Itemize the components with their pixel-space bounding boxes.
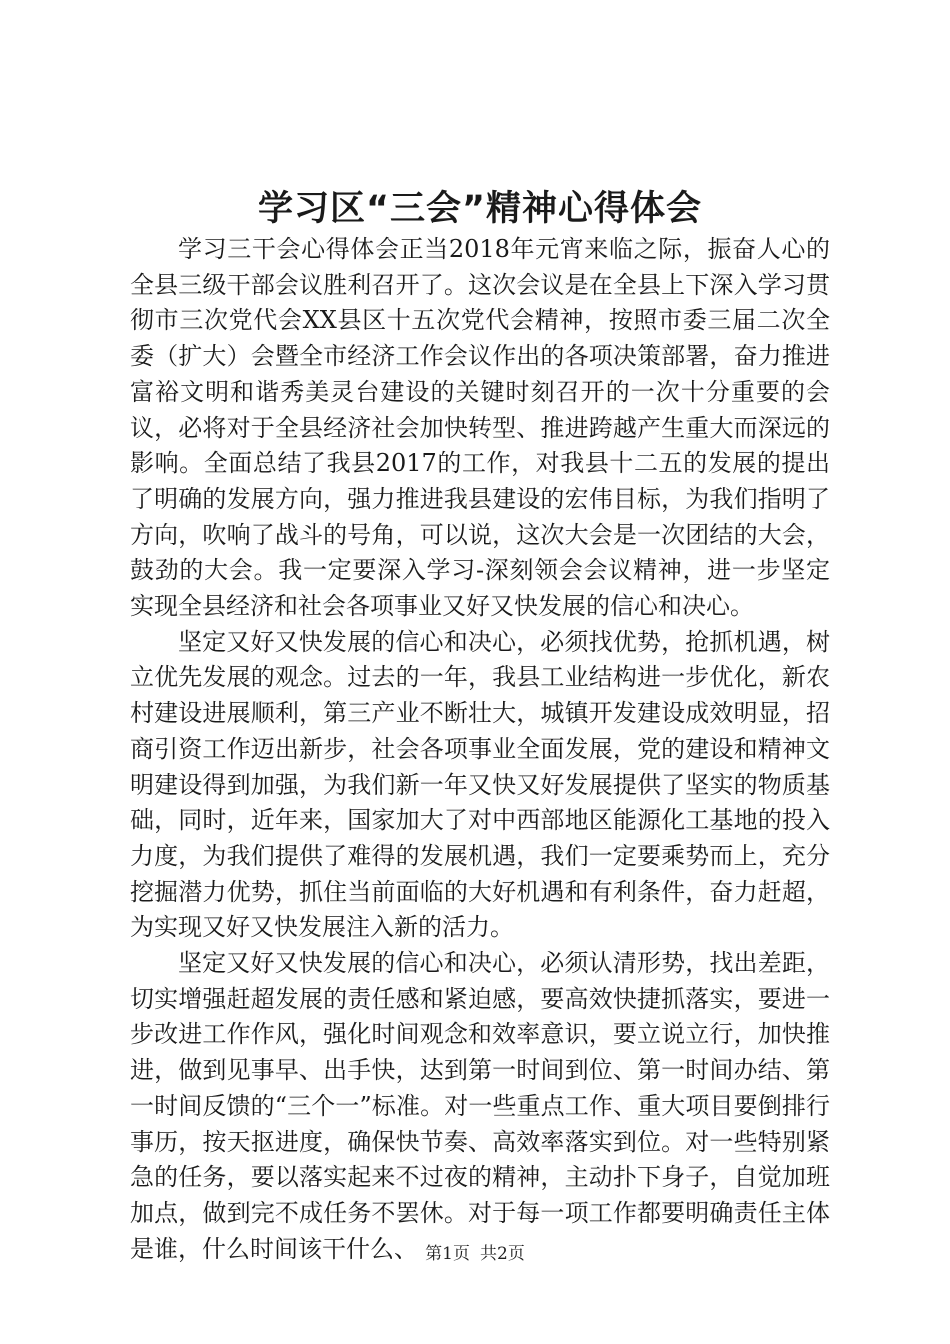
page-number: 第1页	[425, 1244, 470, 1264]
document-body	[130, 232, 830, 1267]
page-total: 共2页	[480, 1244, 525, 1264]
document-title: 学习区“三会”精神心得体会	[257, 189, 702, 229]
paragraph: 学习三干会心得体会正当2018年元宵来临之际，振奋人心的全县三级干部会议胜利召开了。这次会议是在全县上下深入学习贯彻市三次党代会XX县区十五次党代会精神，按照市委三届二次全委（扩大）会暨全市经济工作会议作出的各项决策部署，奋力推进富裕文明和谐秀美灵台建设的关键时刻召开的一次十分重要的会议，必将对于全县经济社会加快转型、推进跨越产生重大而深远的影响。全面总结了我县2017的工作，对我县十二五的发展的提出了明确的发展方向，强力推进我县建设的宏伟目标，为我们指明了方向，吹响了战斗的号角，可以说，这次大会是一次团结的大会，鼓劲的大会。我一定要深入学习-深刻领会会议精神，进一步坚定实现全县经济和社会各项事业又好又快发展的信心和决心。	[130, 235, 830, 621]
paragraph: 坚定又好又快发展的信心和决心，必须认清形势，找出差距，切实增强赶超发展的责任感和紧迫感，要高效快捷抓落实，要进一步改进工作作风，强化时间观念和效率意识，要立说立行，加快推进，做到见事早、出手快，达到第一时间到位、第一时间办结、第一时间反馈的“三个一”标准。对一些重点工作、重大项目要倒排行事历，按天抠进度，确保快节奏、高效率落实到位。对一些特别紧急的任务，要以落实起来不过夜的精神，主动扑下身子，自觉加班加点，做到完不成任务不罢休。对于每一项工作都要明确责任主体是谁，什么时间该干什么、	[130, 949, 830, 1263]
paragraph: 坚定又好又快发展的信心和决心，必须找优势，抢抓机遇，树立优先发展的观念。过去的一年，我县工业结构进一步优化，新农村建设进展顺利，第三产业不断壮大，城镇开发建设成效明显，招商引资工作迈出新步，社会各项事业全面发展，党的建设和精神文明建设得到加强，为我们新一年又快又好发展提供了坚实的物质基础，同时，近年来，国家加大了对中西部地区能源化工基地的投入力度，为我们提供了难得的发展机遇，我们一定要乘势而上，充分挖掘潜力优势，抓住当前面临的大好机遇和有利条件，奋力赶超，为实现又好又快发展注入新的活力。	[130, 627, 830, 942]
page-footer	[0, 1242, 950, 1266]
